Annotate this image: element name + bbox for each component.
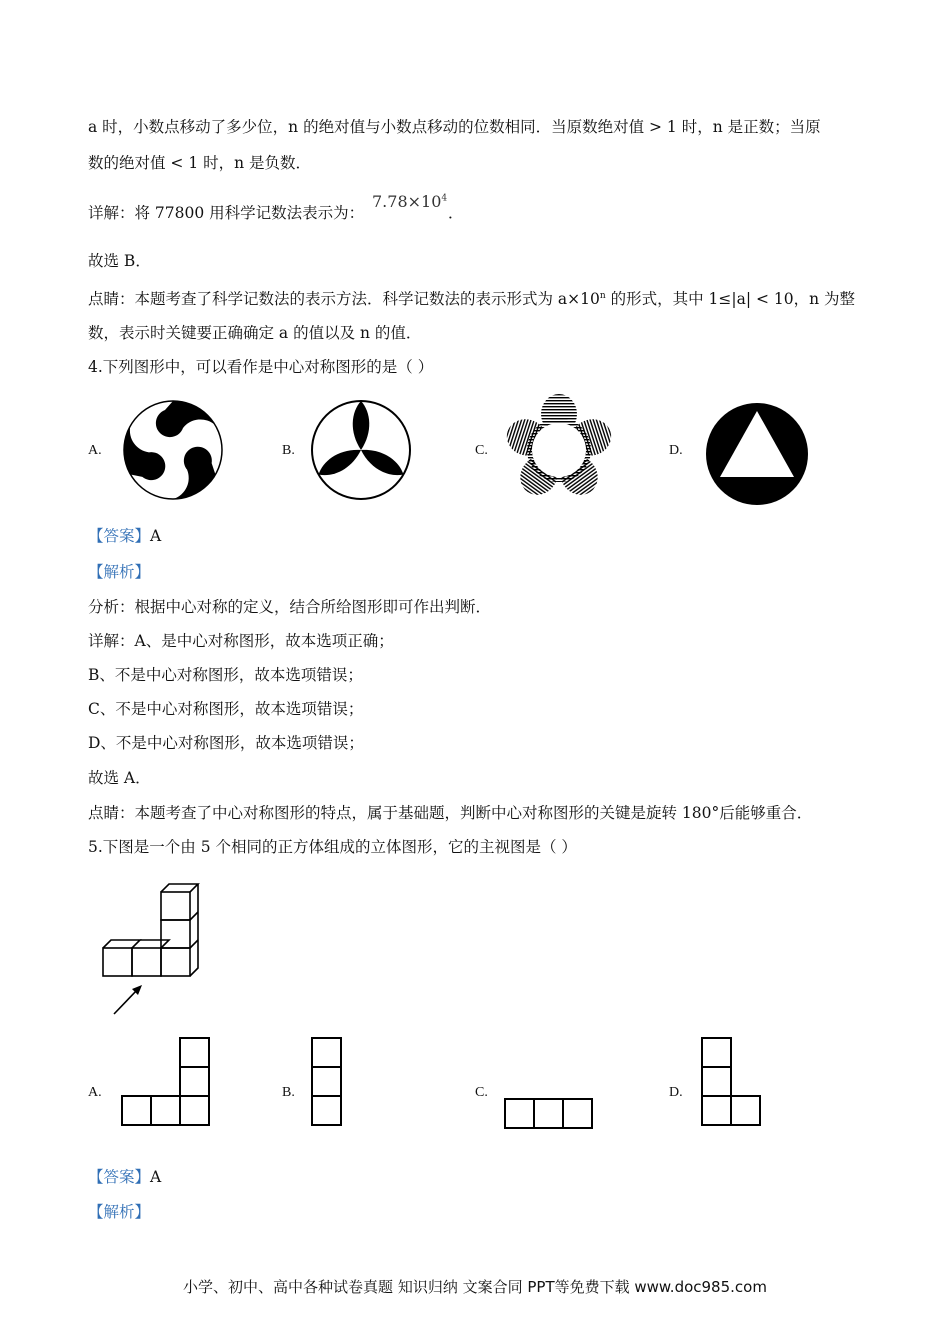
analysis-line-7: 点睛：本题考查了中心对称图形的特点，属于基础题，判断中心对称图形的关键是旋转 180°后能够重合． bbox=[88, 804, 813, 822]
q4-figure-d bbox=[705, 402, 809, 506]
analysis-line-1: 分析：根据中心对称的定义，结合所给图形即可作出判断． bbox=[88, 598, 492, 616]
text-line-3 bbox=[88, 203, 364, 223]
analysis-line-6: 故选 A． bbox=[88, 769, 151, 787]
q4-option-c-label: C. bbox=[475, 443, 488, 458]
q4-figure-a bbox=[121, 398, 225, 502]
q4-figure-b bbox=[309, 398, 413, 502]
answer-5-value: A bbox=[150, 1168, 162, 1186]
answer-5-tag: 【答案】 bbox=[88, 1168, 151, 1186]
q5-solid-figure bbox=[100, 878, 210, 1018]
analysis-5-tag: 【解析】 bbox=[88, 1203, 151, 1221]
question-4: 4.下列图形中，可以看作是中心对称图形的是（ ） bbox=[88, 358, 434, 376]
text-line-3-end: ． bbox=[448, 204, 464, 222]
analysis-line-5: D、不是中心对称图形，故本选项错误； bbox=[88, 734, 364, 752]
answer-tag: 【答案】 bbox=[88, 527, 151, 545]
answer-4 bbox=[88, 526, 161, 546]
analysis-line-4: C、不是中心对称图形，故本选项错误； bbox=[88, 700, 364, 718]
q4-option-a-label: A. bbox=[88, 443, 102, 458]
text-line-5-post: 的形式，其中 1≤|a| < 10，n 为整 bbox=[605, 290, 856, 309]
text-line-4: 故选 B． bbox=[88, 252, 151, 270]
text-line-2: 数的绝对值 < 1 时，n 是负数． bbox=[88, 154, 312, 172]
question-5: 5.下图是一个由 5 个相同的正方体组成的立体图形，它的主视图是（ ） bbox=[88, 838, 577, 856]
formula-base: 7.78×10 bbox=[372, 192, 442, 211]
formula-scientific bbox=[372, 192, 447, 211]
q5-view-a bbox=[120, 1036, 212, 1128]
q5-view-b bbox=[310, 1036, 344, 1128]
formula-exponent: 4 bbox=[441, 193, 448, 204]
answer-5 bbox=[88, 1167, 161, 1187]
q5-view-c bbox=[503, 1097, 595, 1131]
analysis-4-tag: 【解析】 bbox=[88, 563, 151, 581]
text-line-1: a 时，小数点移动了多少位，n 的绝对值与小数点移动的位数相同．当原数绝对值 > 1 时，n 是正数；当原 bbox=[88, 118, 821, 136]
answer-4-value: A bbox=[150, 527, 162, 545]
q4-figure-c bbox=[505, 396, 613, 500]
text-line-6: 数，表示时关键要正确确定 a 的值以及 n 的值． bbox=[88, 324, 422, 342]
q5-option-b-label: B. bbox=[282, 1085, 295, 1100]
text-line-5-sup: n bbox=[599, 291, 606, 301]
text-line-5-pre: 点睛：本题考查了科学记数法的表示方法．科学记数法的表示形式为 a×10 bbox=[88, 290, 600, 309]
q4-option-b-label: B. bbox=[282, 443, 295, 458]
q4-option-d-label: D. bbox=[669, 443, 683, 458]
q5-option-a-label: A. bbox=[88, 1085, 102, 1100]
q5-view-d bbox=[700, 1036, 764, 1128]
analysis-line-3: B、不是中心对称图形，故本选项错误； bbox=[88, 666, 363, 684]
text-line-3-pre: 详解：将 77800 用科学记数法表示为： bbox=[88, 204, 365, 222]
q5-option-d-label: D. bbox=[669, 1085, 683, 1100]
q5-option-c-label: C. bbox=[475, 1085, 488, 1100]
text-line-5 bbox=[88, 286, 855, 309]
analysis-line-2: 详解：A、是中心对称图形，故本选项正确； bbox=[88, 632, 394, 650]
page-footer: 小学、初中、高中各种试卷真题 知识归纳 文案合同 PPT等免费下载 www.doc985.com bbox=[183, 1278, 767, 1296]
